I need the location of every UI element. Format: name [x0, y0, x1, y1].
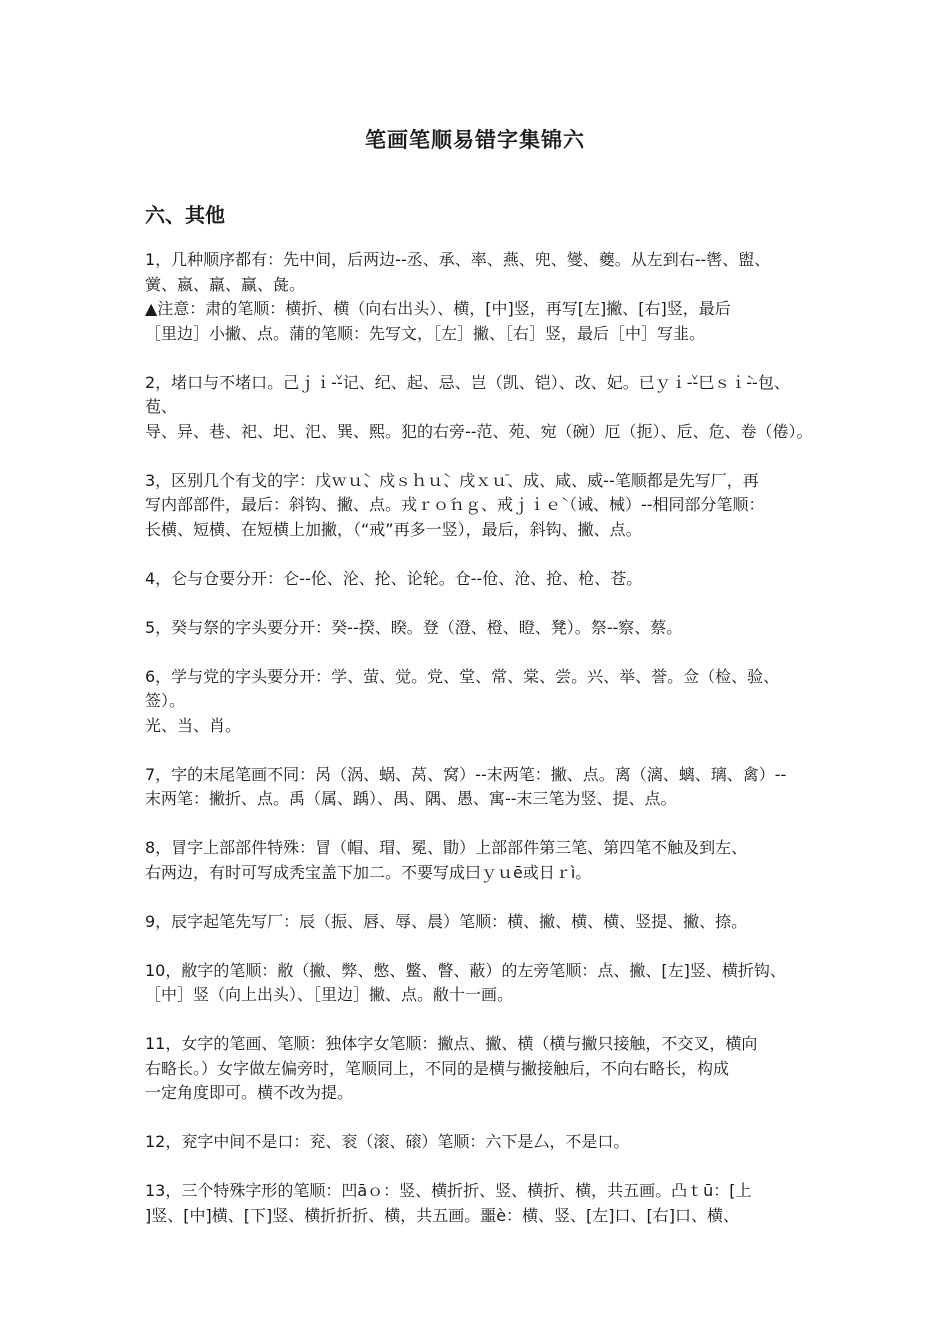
text-line: 5，癸与祭的字头要分开：癸--揆、睽。登（澄、橙、瞪、凳）。祭--察、蔡。 — [145, 617, 683, 637]
paragraph-13 — [145, 1179, 817, 1228]
paragraph-9 — [145, 910, 817, 935]
paragraph-8 — [145, 836, 817, 885]
text-line: 光、当、肖。 — [145, 715, 242, 735]
text-line: ［中］竖（向上出头）、［里边］撇、点。敝十一画。 — [145, 985, 514, 1004]
text-line: 写内部部件，最后：斜钩、撇、点。戎ｒｏ́ｎｇ、戒ｊｉｅ̀（诫、械）--相同部分笔顺： — [145, 495, 765, 514]
text-line: 13，三个特殊字形的笔顺：凹āｏ：竖、横折折、竖、横折、横，共五画。凸ｔū：[上 — [145, 1181, 752, 1200]
text-line: 4，仑与仓要分开：仑--伦、沦、抡、论轮。仓--伧、沧、抢、枪、苍。 — [145, 568, 643, 588]
text-line: 右两边，有时可写成秃宝盖下加二。不要写成曰ｙｕē或日ｒì。 — [145, 862, 592, 882]
text-line: 导、异、巷、祀、圯、汜、巽、熙。犯的右旁--范、苑、宛（碗）厄（扼）、卮、危、卷（倦）。 — [145, 421, 813, 441]
paragraph-note — [145, 297, 817, 346]
text-line: 6，学与党的字头要分开：学、萤、觉。党、堂、常、棠、尝。兴、举、誉。佥（检、验、签）。 — [145, 666, 780, 710]
text-line: 9，辰字起笔先写厂：辰（振、唇、辱、晨）笔顺：横、撇、横、横、竖提、撇、捺。 — [145, 911, 748, 931]
text-line: 7，字的末尾笔画不同：呙（涡、蜗、莴、窝）--末两笔：撇、点。离（漓、螭、璃、禽）-- — [145, 764, 787, 784]
text-line: 长横、短横、在短横上加撇，（“戒”再多一竖），最后，斜钩、撇、点。 — [145, 519, 642, 539]
paragraph-6 — [145, 665, 817, 739]
paragraph-3 — [145, 469, 817, 543]
paragraph-4 — [145, 567, 817, 592]
text-line: 一定角度即可。横不改为提。 — [145, 1083, 354, 1102]
text-line: 2，堵口与不堵口。己ｊｉ̌--记、纪、起、忌、岂（凯、铠）、改、妃。已ｙｉ̌--巳ｓｉ̀--包、苞、 — [145, 372, 790, 416]
text-line: 12，兖字中间不是口：兖、衮（滚、磙）笔顺：六下是厶，不是口。 — [145, 1132, 630, 1151]
paragraph-10 — [145, 959, 817, 1008]
paragraph-5 — [145, 616, 817, 641]
document-body — [145, 248, 817, 1253]
paragraph-7 — [145, 763, 817, 812]
paragraph-2 — [145, 371, 817, 445]
section-heading: 六、其他 — [145, 203, 225, 227]
text-line: 8，冒字上部部件特殊：冒（帽、瑁、冕、勖）上部部件第三笔、第四笔不触及到左、 — [145, 838, 748, 857]
text-line: 1，几种顺序都有：先中间，后两边--丞、承、率、燕、兜、燮、夔。从左到右--辔、盥、 — [145, 250, 771, 269]
document-title: 笔画笔顺易错字集锦六 — [365, 128, 585, 152]
text-line: 3，区别几个有戈的字：戊ｗｕ̀、戍ｓｈｕ̀、戌ｘｕ̄、成、咸、威--笔顺都是先写厂，再 — [145, 470, 759, 490]
paragraph-12 — [145, 1130, 817, 1155]
text-line: 11，女字的笔画、笔顺：独体字女笔顺：撇点、撇、横（横与撇只接触，不交叉，横向 — [145, 1034, 758, 1053]
text-line: ［里边］小撇、点。蒲的笔顺：先写文，［左］撇、［右］竖，最后［中］写韭。 — [145, 323, 706, 343]
text-line: 黉、嬴、羸、赢、彘。 — [145, 274, 306, 294]
text-line: 右略长。）女字做左偏旁时，笔顺同上，不同的是横与撇接触后，不向右略长，构成 — [145, 1058, 730, 1078]
text-line: ▲注意：肃的笔顺：横折、横（向右出头）、横，[中]竖，再写[左]撇、[右]竖，最后 — [145, 299, 731, 318]
text-line: 末两笔：撇折、点。禹（属、踽）、禺、隅、愚、寓--末三笔为竖、提、点。 — [145, 789, 677, 808]
paragraph-1 — [145, 248, 817, 297]
text-line: ]竖、[中]横、[下]竖、横折折折、横，共五画。噩è：横、竖、[左]口、[右]口、横、 — [145, 1205, 740, 1225]
paragraph-11 — [145, 1032, 817, 1106]
text-line: 10，敝字的笔顺：敝（撇、弊、憋、鳖、瞥、蔽）的左旁笔顺：点、撇、[左]竖、横折钩、 — [145, 960, 786, 980]
